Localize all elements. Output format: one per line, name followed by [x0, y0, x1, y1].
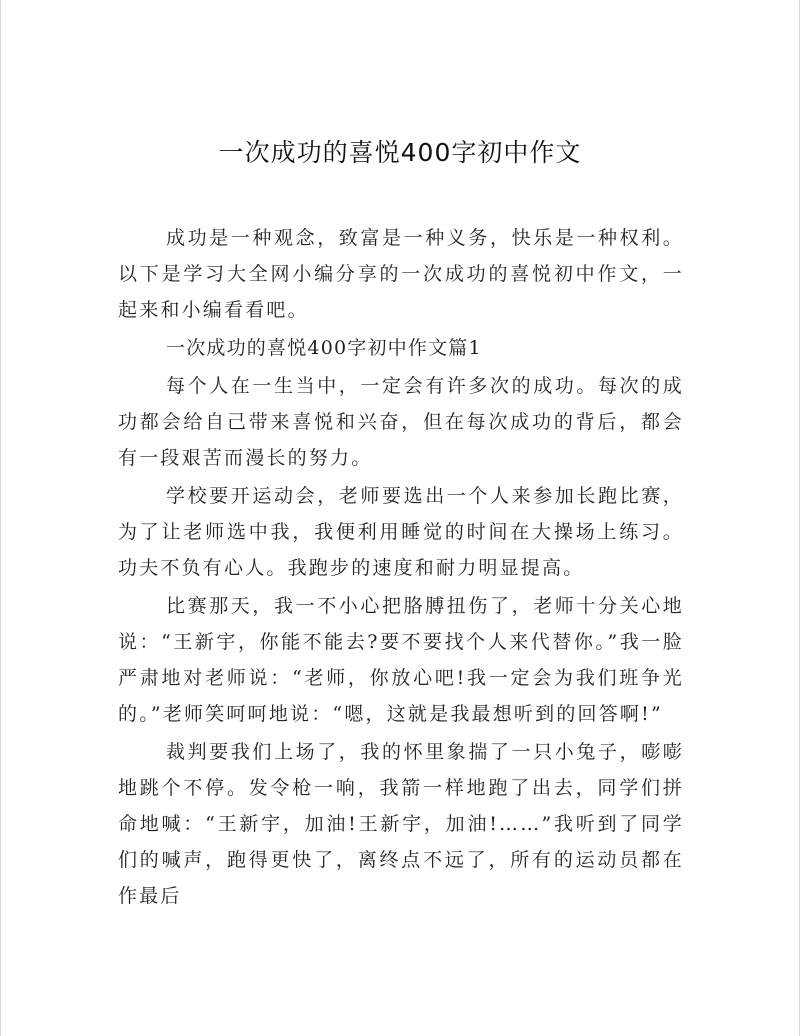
- section-heading: 一次成功的喜悦400字初中作文篇1: [166, 337, 482, 359]
- document-title: 一次成功的喜悦400字初中作文: [218, 138, 582, 167]
- paragraph: 每个人在一生当中，一定会有许多次的成功。每次的成功都会给自己带来喜悦和兴奋，但在每次成功的背后，都会有一段艰苦而漫长的努力。: [118, 375, 684, 469]
- paragraph: 裁判要我们上场了，我的怀里象揣了一只小兔子，嘭嘭地跳个不停。发令枪一响，我箭一样地跑了出去，同学们拼命地喊：“王新宇，加油!王新宇，加油!……”我听到了同学们的喊声，跑得更快了，离终点不远了，所有的运动员都在作最后: [118, 741, 684, 907]
- paragraph-intro: 成功是一种观念，致富是一种义务，快乐是一种权利。以下是学习大全网小编分享的一次成功的喜悦初中作文，一起来和小编看看吧。: [118, 227, 684, 321]
- document-body: [118, 220, 684, 916]
- paragraph: 学校要开运动会，老师要选出一个人来参加长跑比赛，为了让老师选中我，我便利用睡觉的时间在大操场上练习。功夫不负有心人。我跑步的速度和耐力明显提高。: [118, 485, 684, 579]
- paragraph: 比赛那天，我一不小心把胳膊扭伤了，老师十分关心地说：“王新宇，你能不能去?要不要找个人来代替你。”我一脸严肃地对老师说：“老师，你放心吧!我一定会为我们班争光的。”老师笑呵呵地说：“嗯，这就是我最想听到的回答啊!”: [118, 595, 684, 725]
